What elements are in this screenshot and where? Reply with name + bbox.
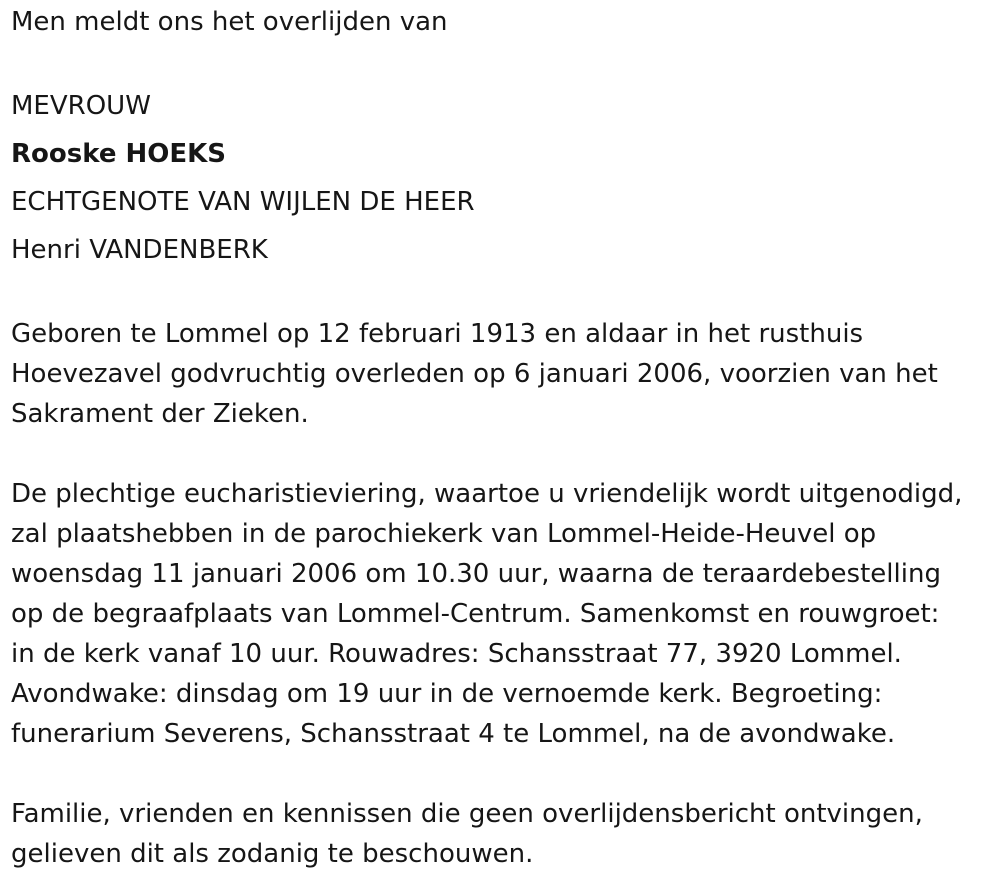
spouse-name: Henri VANDENBERK [11, 235, 268, 265]
ceremony-line: in de kerk vanaf 10 uur. Rouwadres: Schansstraat 77, 3920 Lommel. [11, 639, 902, 669]
intro-text: Men meldt ons het overlijden van [11, 7, 448, 37]
birth-line: Hoevezavel godvruchtig overleden op 6 januari 2006, voorzien van het [11, 359, 938, 389]
ceremony-line: De plechtige eucharistieviering, waartoe u vriendelijk wordt uitgenodigd, [11, 479, 963, 509]
death-notice [11, 2, 996, 874]
spacer [11, 274, 996, 314]
ceremony-line: Avondwake: dinsdag om 19 uur in de vernoemde kerk. Begroeting: [11, 679, 883, 709]
relation-text: ECHTGENOTE VAN WIJLEN DE HEER [11, 187, 475, 217]
closing-line: Familie, vrienden en kennissen die geen overlijdensbericht ontvingen, [11, 799, 923, 829]
spacer [11, 42, 996, 82]
spacer [11, 754, 996, 794]
closing-line: gelieven dit als zodanig te beschouwen. [11, 839, 534, 869]
deceased-name: Rooske HOEKS [11, 139, 226, 169]
birth-line: Geboren te Lommel op 12 februari 1913 en aldaar in het rusthuis [11, 319, 864, 349]
birth-line: Sakrament der Zieken. [11, 399, 309, 429]
spacer [11, 434, 996, 474]
ceremony-line: funerarium Severens, Schansstraat 4 te Lommel, na de avondwake. [11, 719, 896, 749]
ceremony-line: woensdag 11 januari 2006 om 10.30 uur, waarna de teraardebestelling [11, 559, 941, 589]
ceremony-line: zal plaatshebben in de parochiekerk van Lommel-Heide-Heuvel op [11, 519, 877, 549]
title-text: MEVROUW [11, 91, 151, 121]
ceremony-line: op de begraafplaats van Lommel-Centrum. Samenkomst en rouwgroet: [11, 599, 940, 629]
